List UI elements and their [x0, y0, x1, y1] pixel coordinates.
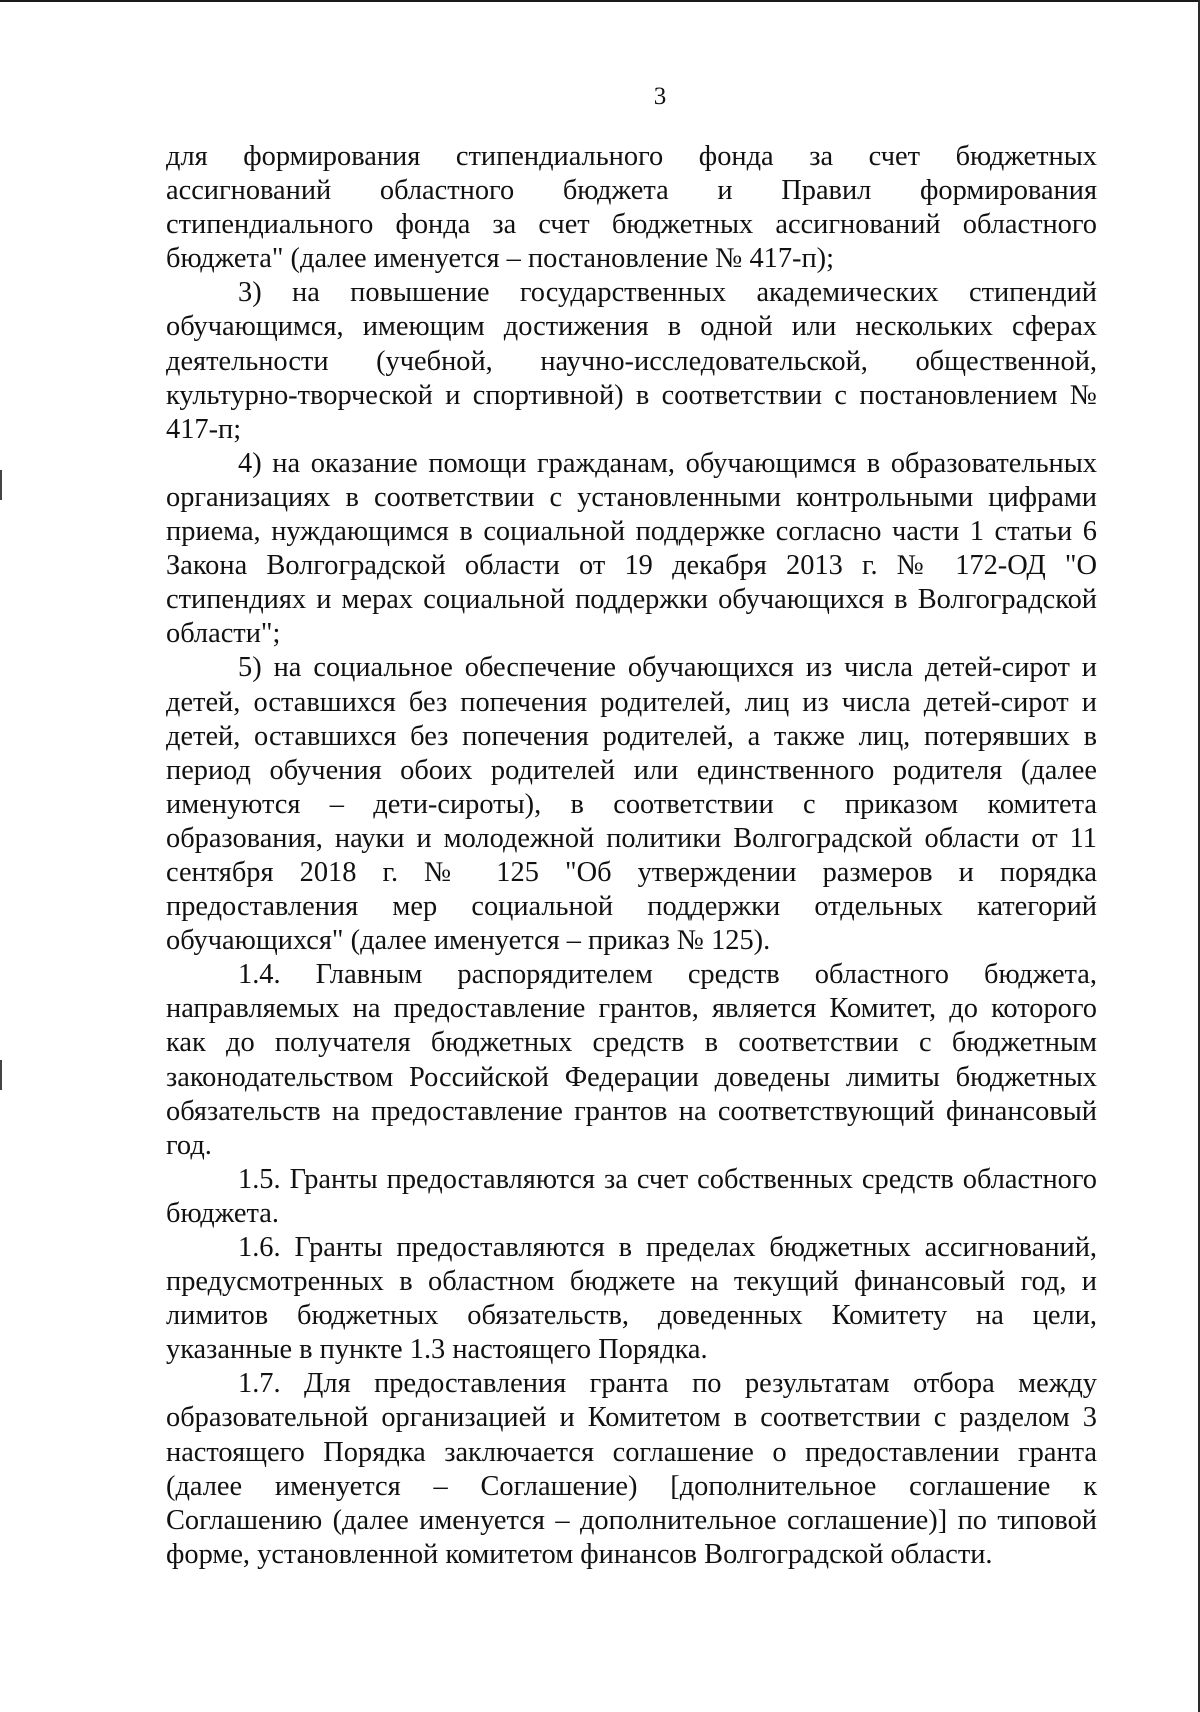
scan-mark: [0, 470, 2, 500]
paragraph-5: 1.4. Главным распорядителем средств областного бюджета, направляемых на предоставление грантов, является Комитет, до которого как до получателя бюджетных средств в соответствии с бюджетным законодательством Российской Федерации доведены лимиты бюджетных обязательств на предоставление грантов на соответствующий финансовый год.: [166, 959, 1097, 1161]
scan-mark: [0, 1060, 2, 1090]
paragraph-6: 1.5. Гранты предоставляются за счет собственных средств областного бюджета.: [166, 1163, 1097, 1229]
paragraph-1: для формирования стипендиального фонда за счет бюджетных ассигнований областного бюджета и Правил формирования стипендиального фонда за счет бюджетных ассигнований областного бюджета" (далее именуется – постановление № 417-п);: [166, 141, 1097, 275]
body-text: [166, 140, 1097, 1572]
paragraph-3: 4) на оказание помощи гражданам, обучающимся в образовательных организациях в соответствии с установленными контрольными цифрами приема, нуждающимся в социальной поддержке согласно части 1 статьи 6 Закона Волгоградской области от 19 декабря 2013 г. № 172-ОД "О стипендиях и мерах социальной поддержки обучающихся в Волгоградской области";: [166, 447, 1097, 650]
paragraph-4: 5) на социальное обеспечение обучающихся из числа детей-сирот и детей, оставшихся без попечения родителей, лиц из числа детей-сирот и детей, оставшихся без попечения родителей, а также лиц, потерявших в период обучения обоих родителей или единственного родителя (далее именуются – дети-сироты), в соответствии с приказом комитета образования, науки и молодежной политики Волгоградской области от 11 сентября 2018 г. № 125 "Об утверждении размеров и порядка предоставления мер социальной поддержки отдельных категорий обучающихся" (далее именуется – приказ № 125).: [166, 652, 1097, 957]
scan-edge-top: [0, 0, 1200, 2]
paragraph-8: 1.7. Для предоставления гранта по результатам отбора между образовательной организацией и Комитетом в соответствии с разделом 3 настоящего Порядка заключается соглашение о предоставлении гранта (далее именуется – Соглашение) [дополнительное соглашение к Соглашению (далее именуется – дополнительное соглашение)] по типовой форме, установленной комитетом финансов Волгоградской области.: [166, 1368, 1097, 1570]
page-number: 3: [653, 83, 667, 110]
paragraph-7: 1.6. Гранты предоставляются в пределах бюджетных ассигнований, предусмотренных в областном бюджете на текущий финансовый год, и лимитов бюджетных обязательств, доведенных Комитету на цели, указанные в пункте 1.3 настоящего Порядка.: [166, 1232, 1097, 1366]
paragraph-2: 3) на повышение государственных академических стипендий обучающимся, имеющим достижения в одной или нескольких сферах деятельности (учебной, научно-исследовательской, общественной, культурно-творческой и спортивной) в соответствии с постановлением № 417-п;: [166, 277, 1097, 445]
